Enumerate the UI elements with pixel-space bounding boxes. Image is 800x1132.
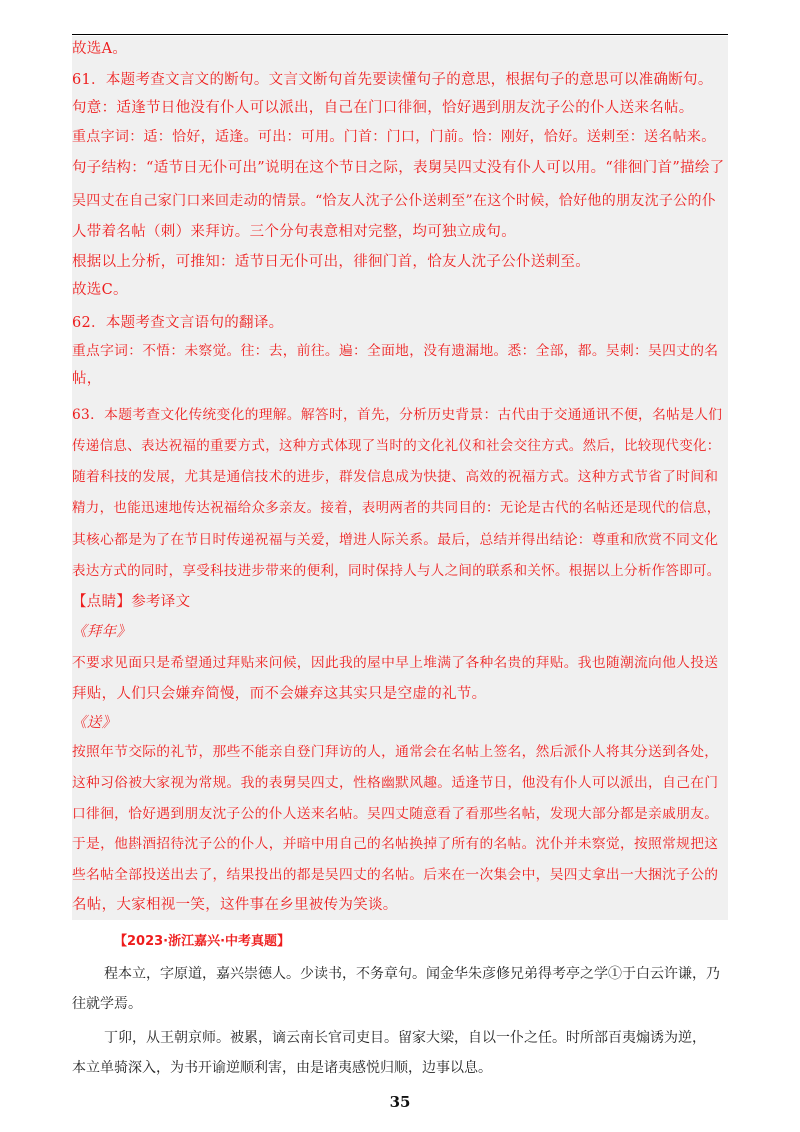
answer-line: 句子结构：“适节日无仆可出”说明在这个节日之际，表舅吴四丈没有仆人可以用。“徘徊门首”描绘了 — [72, 160, 725, 176]
answer-line: 其核心都是为了在节日时传递祝福与关爱，增进人际关系。最后，总结并得出结论：尊重和欣赏不同文化 — [72, 532, 719, 548]
answer-line: 传递信息、表达祝福的重要方式，这种方式体现了当时的文化礼仪和社会交往方式。然后，比较现代变化： — [72, 438, 721, 454]
passage-line: 本立单骑深入，为书开谕逆顺利害，由是诸夷感悦归顺，边事以息。 — [72, 1060, 492, 1076]
passage-line: 往就学焉。 — [72, 996, 142, 1012]
answer-line: 不要求见面只是希望通过拜贴来问候，因此我的屋中早上堆满了各种名贵的拜贴。我也随潮流向他人投送 — [72, 655, 719, 671]
poem-title: 《拜年》 — [72, 624, 132, 640]
answer-line: 些名帖全部投送出去了，结果投出的都是吴四丈的名帖。后来在一次集会中，吴四丈拿出一大捆沈子公的 — [72, 867, 719, 883]
answer-line: 帖， — [72, 371, 102, 387]
answer-line: 表达方式的同时，享受科技进步带来的便利，同时保持人与人之间的联系和关怀。根据以上分析作答即可。 — [72, 563, 721, 579]
answer-explanation-block — [72, 36, 728, 920]
header-rule — [72, 34, 728, 35]
source-label: 【2023·浙江嘉兴·中考真题】 — [114, 934, 291, 949]
answer-line: 吴四丈在自己家门口来回走动的情景。“恰友人沈子公仆送剌至”在这个时候，恰好他的朋友沈子公的仆 — [72, 193, 717, 209]
answer-line: 随着科技的发展，尤其是通信技术的进步，群发信息成为快捷、高效的祝福方式。这种方式节省了时间和 — [72, 469, 719, 485]
answer-line: 精力，也能迅速地传达祝福给众多亲友。接着，表明两者的共同目的：无论是古代的名帖还是现代的信息， — [72, 500, 721, 516]
passage-line: 程本立，字原道，嘉兴崇德人。少读书，不务章句。闻金华朱彦修兄弟得考亭之学①于白云许谦，乃 — [104, 966, 720, 982]
answer-line: 按照年节交际的礼节，那些不能亲自登门拜访的人，通常会在名帖上签名，然后派仆人将其分送到各处， — [72, 744, 719, 760]
answer-line: 重点字词：适：恰好，适逢。可出：可用。门首：门口，门前。恰：刚好，恰好。送剌至：送名帖来。 — [72, 129, 716, 145]
poem-title: 《送》 — [72, 715, 117, 731]
passage-line: 丁卯，从王朝京师。被累，谪云南长官司吏目。留家大梁，自以一仆之任。时所部百夷煽诱为逆， — [104, 1030, 706, 1046]
answer-line: 拜贴，人们只会嫌弃简慢，而不会嫌弃这其实只是空虚的礼节。 — [72, 686, 487, 702]
answer-line: 63．本题考查文化传统变化的理解。解答时，首先，分析历史背景：古代由于交通通讯不便，名帖是人们 — [72, 407, 723, 423]
answer-line: 于是，他斟酒招待沈子公的仆人，并暗中用自己的名帖换掉了所有的名帖。沈仆并未察觉，按照常规把这 — [72, 836, 719, 852]
answer-line: 故选C。 — [72, 282, 128, 298]
answer-line: 重点字词：不悟：未察觉。往：去，前往。遍：全面地，没有遗漏地。悉：全部，都。吴刺：吴四丈的名 — [72, 343, 719, 359]
answer-line: 根据以上分析，可推知：适节日无仆可出，徘徊门首，恰友人沈子公仆送剌至。 — [72, 254, 590, 270]
answer-line: 62．本题考查文言语句的翻译。 — [72, 315, 284, 331]
answer-line: 口徘徊，恰好遇到朋友沈子公的仆人送来名帖。吴四丈随意看了看那些名帖，发现大部分都是亲戚朋友。 — [72, 806, 719, 822]
answer-line: 这种习俗被大家视为常规。我的表舅吴四丈，性格幽默风趣。适逢节日，他没有仆人可以派出，自己在门 — [72, 775, 719, 791]
answer-line: 故选A。 — [72, 41, 128, 57]
answer-line: 句意：适逢节日他没有仆人可以派出，自己在门口徘徊，恰好遇到朋友沈子公的仆人送来名帖。 — [72, 100, 694, 116]
answer-line: 61．本题考查文言文的断句。文言文断句首先要读懂句子的意思，根据句子的意思可以准确断句。 — [72, 72, 713, 88]
answer-line: 人带着名帖（刺）来拜访。三个分句表意相对完整，均可独立成句。 — [72, 224, 516, 240]
page-number: 35 — [389, 1093, 411, 1111]
section-heading: 【点睛】参考译文 — [72, 594, 191, 610]
answer-line: 名帖，大家相视一笑，这件事在乡里被传为笑谈。 — [72, 897, 398, 913]
